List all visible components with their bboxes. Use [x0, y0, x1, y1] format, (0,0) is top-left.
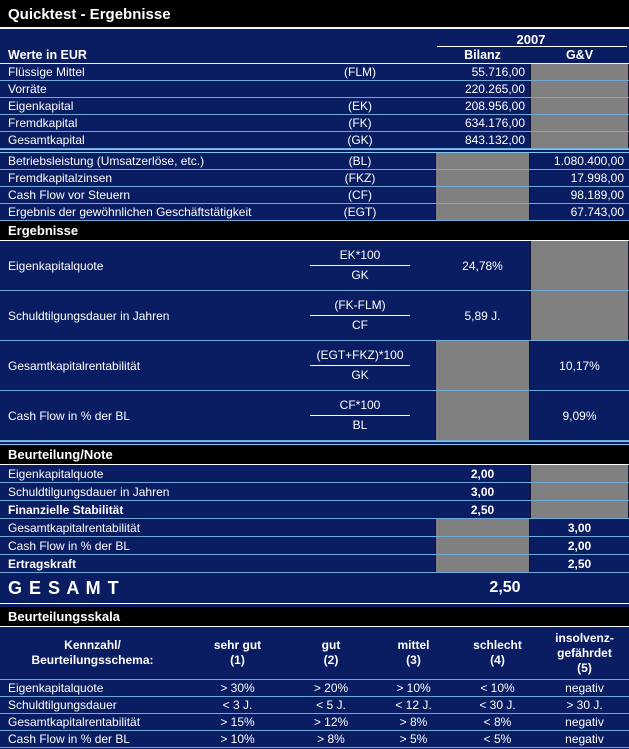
table-row	[0, 204, 629, 221]
fraction-line	[310, 315, 410, 316]
ratio-row	[0, 241, 629, 291]
ratio-row	[0, 341, 629, 391]
row-label: Vorräte	[8, 82, 47, 96]
blocked-cell[interactable]	[435, 519, 530, 536]
fkz-value-cell[interactable]: 17.998,00	[570, 171, 624, 185]
rating-label: Eigenkapitalquote	[8, 466, 104, 481]
scale-row	[0, 714, 629, 731]
row-label: Gesamtkapital	[8, 133, 85, 147]
rating-value-cell[interactable]: 3,00	[470, 484, 495, 499]
scale-value: negativ	[565, 681, 604, 695]
row-code: (CF)	[348, 188, 372, 202]
scale-value: > 30%	[220, 681, 255, 695]
column-header-row	[0, 47, 629, 64]
row-label: Fremdkapital	[8, 116, 78, 130]
blocked-cell[interactable]	[530, 465, 629, 482]
row-code: (FKZ)	[344, 171, 376, 185]
blocked-cell[interactable]	[435, 187, 530, 203]
scale-header-row	[0, 627, 629, 680]
scale-header-insolvenz: insolvenz- gefährdet (5)	[555, 630, 614, 675]
ratio-label: Gesamtkapitalrentabilität	[8, 358, 141, 373]
row-label: Cash Flow vor Steuern	[8, 188, 131, 202]
blocked-cell[interactable]	[435, 391, 530, 440]
year-label: 2007	[516, 32, 546, 47]
blocked-cell[interactable]	[530, 132, 629, 148]
formula-numerator: (EGT+FKZ)*100	[316, 348, 404, 362]
cfbl-result-cell[interactable]: 9,09%	[562, 408, 597, 423]
ratio-row	[0, 291, 629, 341]
rating-value-cell[interactable]: 2,00	[470, 466, 495, 481]
values-in-eur-label: Werte in EUR	[8, 48, 87, 62]
scale-value: > 8%	[399, 715, 428, 729]
row-code: (FLM)	[344, 65, 376, 79]
formula-denominator: GK	[351, 368, 369, 382]
scale-value: > 8%	[317, 732, 345, 746]
scale-value: < 5%	[483, 732, 512, 746]
blocked-cell[interactable]	[435, 170, 530, 186]
fraction-line	[310, 365, 410, 366]
rating-row	[0, 483, 629, 501]
rating-label: Finanzielle Stabilität	[8, 502, 124, 517]
formula-denominator: GK	[351, 268, 369, 282]
rating-value-cell[interactable]: 3,00	[567, 520, 592, 535]
rating-value-cell[interactable]: 2,50	[470, 502, 495, 517]
blocked-cell[interactable]	[530, 501, 629, 518]
rating-label: Schuldtilgungsdauer in Jahren	[8, 484, 170, 499]
scale-value: > 10%	[220, 732, 255, 746]
rating-value-cell[interactable]: 2,00	[567, 538, 592, 553]
table-row	[0, 187, 629, 204]
gkr-result-cell[interactable]: 10,17%	[559, 358, 600, 373]
blocked-cell[interactable]	[530, 64, 629, 80]
egt-value-cell[interactable]: 67.743,00	[570, 205, 624, 219]
row-label: Ergebnis der gewöhnlichen Geschäftstätigkeit	[8, 205, 252, 219]
scale-row-label: Gesamtkapitalrentabilität	[8, 715, 141, 729]
scale-value: > 30 J.	[566, 698, 603, 712]
scale-value: < 5 J.	[316, 698, 346, 712]
rating-label: Cash Flow in % der BL	[8, 538, 131, 553]
column-header-gv: G&V	[565, 48, 594, 62]
blocked-cell[interactable]	[435, 537, 530, 554]
section-header-beurteilung: Beurteilung/Note	[0, 445, 629, 465]
blocked-cell[interactable]	[435, 341, 530, 390]
table-row	[0, 81, 629, 98]
section-header-skala: Beurteilungsskala	[0, 607, 629, 627]
total-value-cell[interactable]: 2,50	[489, 579, 521, 596]
scale-header-sehr-gut: sehr gut (1)	[213, 638, 262, 667]
table-row	[0, 153, 629, 170]
blocked-cell[interactable]	[435, 555, 530, 572]
fk-value-cell[interactable]: 634.176,00	[464, 116, 525, 130]
std-result-cell[interactable]: 5,89 J.	[464, 308, 501, 323]
table-row	[0, 132, 629, 149]
row-code: (GK)	[347, 133, 373, 147]
ek-value-cell[interactable]: 208.956,00	[464, 99, 525, 113]
scale-value: < 10%	[480, 681, 515, 695]
rating-row	[0, 501, 629, 519]
rating-row	[0, 555, 629, 573]
scale-row	[0, 731, 629, 748]
scale-row-label: Schuldtilgungsdauer	[8, 698, 117, 712]
row-label: Eigenkapital	[8, 99, 74, 113]
blocked-cell[interactable]	[530, 291, 629, 340]
scale-value: > 15%	[220, 715, 255, 729]
ratio-formula	[285, 341, 435, 390]
blocked-cell[interactable]	[435, 204, 530, 220]
title-bar	[0, 0, 629, 29]
formula-numerator: (FK-FLM)	[334, 298, 386, 312]
total-row	[0, 573, 629, 604]
scale-value: > 5%	[399, 732, 428, 746]
row-label: Betriebsleistung (Umsatzerlöse, etc.)	[8, 154, 205, 168]
row-code: (EK)	[348, 99, 372, 113]
scale-header-schlecht: schlecht (4)	[473, 638, 522, 667]
ratio-label: Schuldtilgungsdauer in Jahren	[8, 308, 170, 323]
formula-denominator: BL	[352, 418, 368, 432]
ratio-formula	[285, 291, 435, 340]
row-code: (FK)	[348, 116, 372, 130]
row-code: (EGT)	[343, 205, 377, 219]
year-underline	[437, 46, 627, 47]
table-row	[0, 115, 629, 132]
blocked-cell[interactable]	[530, 483, 629, 500]
rating-label: Gesamtkapitalrentabilität	[8, 520, 141, 535]
ratio-formula	[285, 391, 435, 440]
scale-value: > 20%	[313, 681, 349, 695]
scale-value: < 8%	[483, 715, 512, 729]
scale-header-gut: gut (2)	[321, 638, 341, 667]
ratio-label: Eigenkapitalquote	[8, 258, 104, 273]
scale-row-label: Cash Flow in % der BL	[8, 732, 131, 746]
ratio-label: Cash Flow in % der BL	[8, 408, 131, 423]
scale-value: negativ	[565, 732, 604, 746]
total-label: G E S A M T	[8, 577, 120, 598]
blocked-cell[interactable]	[530, 241, 629, 290]
formula-denominator: CF	[352, 318, 368, 332]
gk-value-cell[interactable]: 843.132,00	[464, 133, 525, 147]
formula-numerator: EK*100	[339, 248, 381, 262]
scale-header-label: Kennzahl/ Beurteilungsschema:	[31, 638, 154, 667]
rating-row	[0, 519, 629, 537]
blocked-cell[interactable]	[435, 153, 530, 169]
table-row	[0, 64, 629, 81]
scale-value: < 12 J.	[395, 698, 432, 712]
row-code: (BL)	[348, 154, 372, 168]
rating-row	[0, 465, 629, 483]
row-label: Fremdkapitalzinsen	[8, 171, 113, 185]
blocked-cell[interactable]	[530, 98, 629, 114]
row-label: Flüssige Mittel	[8, 65, 85, 79]
fraction-line	[310, 415, 410, 416]
blocked-cell[interactable]	[530, 81, 629, 97]
ratio-row	[0, 391, 629, 441]
table-row	[0, 98, 629, 115]
year-header-row	[0, 32, 629, 47]
fraction-line	[310, 265, 410, 266]
column-header-bilanz: Bilanz	[464, 48, 501, 62]
scale-value: < 30 J.	[479, 698, 516, 712]
scale-value: < 3 J.	[222, 698, 253, 712]
ratio-formula	[285, 241, 435, 290]
ekq-result-cell[interactable]: 24,78%	[462, 258, 503, 273]
bl-value-cell[interactable]: 1.080.400,00	[553, 154, 624, 168]
scale-value: negativ	[565, 715, 604, 729]
scale-row	[0, 697, 629, 714]
scale-header-mittel: mittel (3)	[397, 638, 430, 667]
scale-value: > 12%	[313, 715, 349, 729]
scale-value: > 10%	[396, 681, 431, 695]
rating-label: Ertragskraft	[8, 556, 77, 571]
blocked-cell[interactable]	[530, 115, 629, 131]
flm-value-cell[interactable]: 55.716,00	[471, 65, 525, 79]
scale-row-label: Eigenkapitalquote	[8, 681, 104, 695]
page-title: Quicktest - Ergebnisse	[8, 6, 171, 23]
vorraete-value-cell[interactable]: 220.265,00	[464, 82, 525, 96]
formula-numerator: CF*100	[339, 398, 381, 412]
table-row	[0, 170, 629, 187]
rating-row	[0, 537, 629, 555]
scale-row	[0, 680, 629, 697]
section-header-ergebnisse: Ergebnisse	[0, 221, 629, 241]
cf-value-cell[interactable]: 98.189,00	[570, 188, 624, 202]
rating-value-cell[interactable]: 2,50	[567, 556, 592, 571]
